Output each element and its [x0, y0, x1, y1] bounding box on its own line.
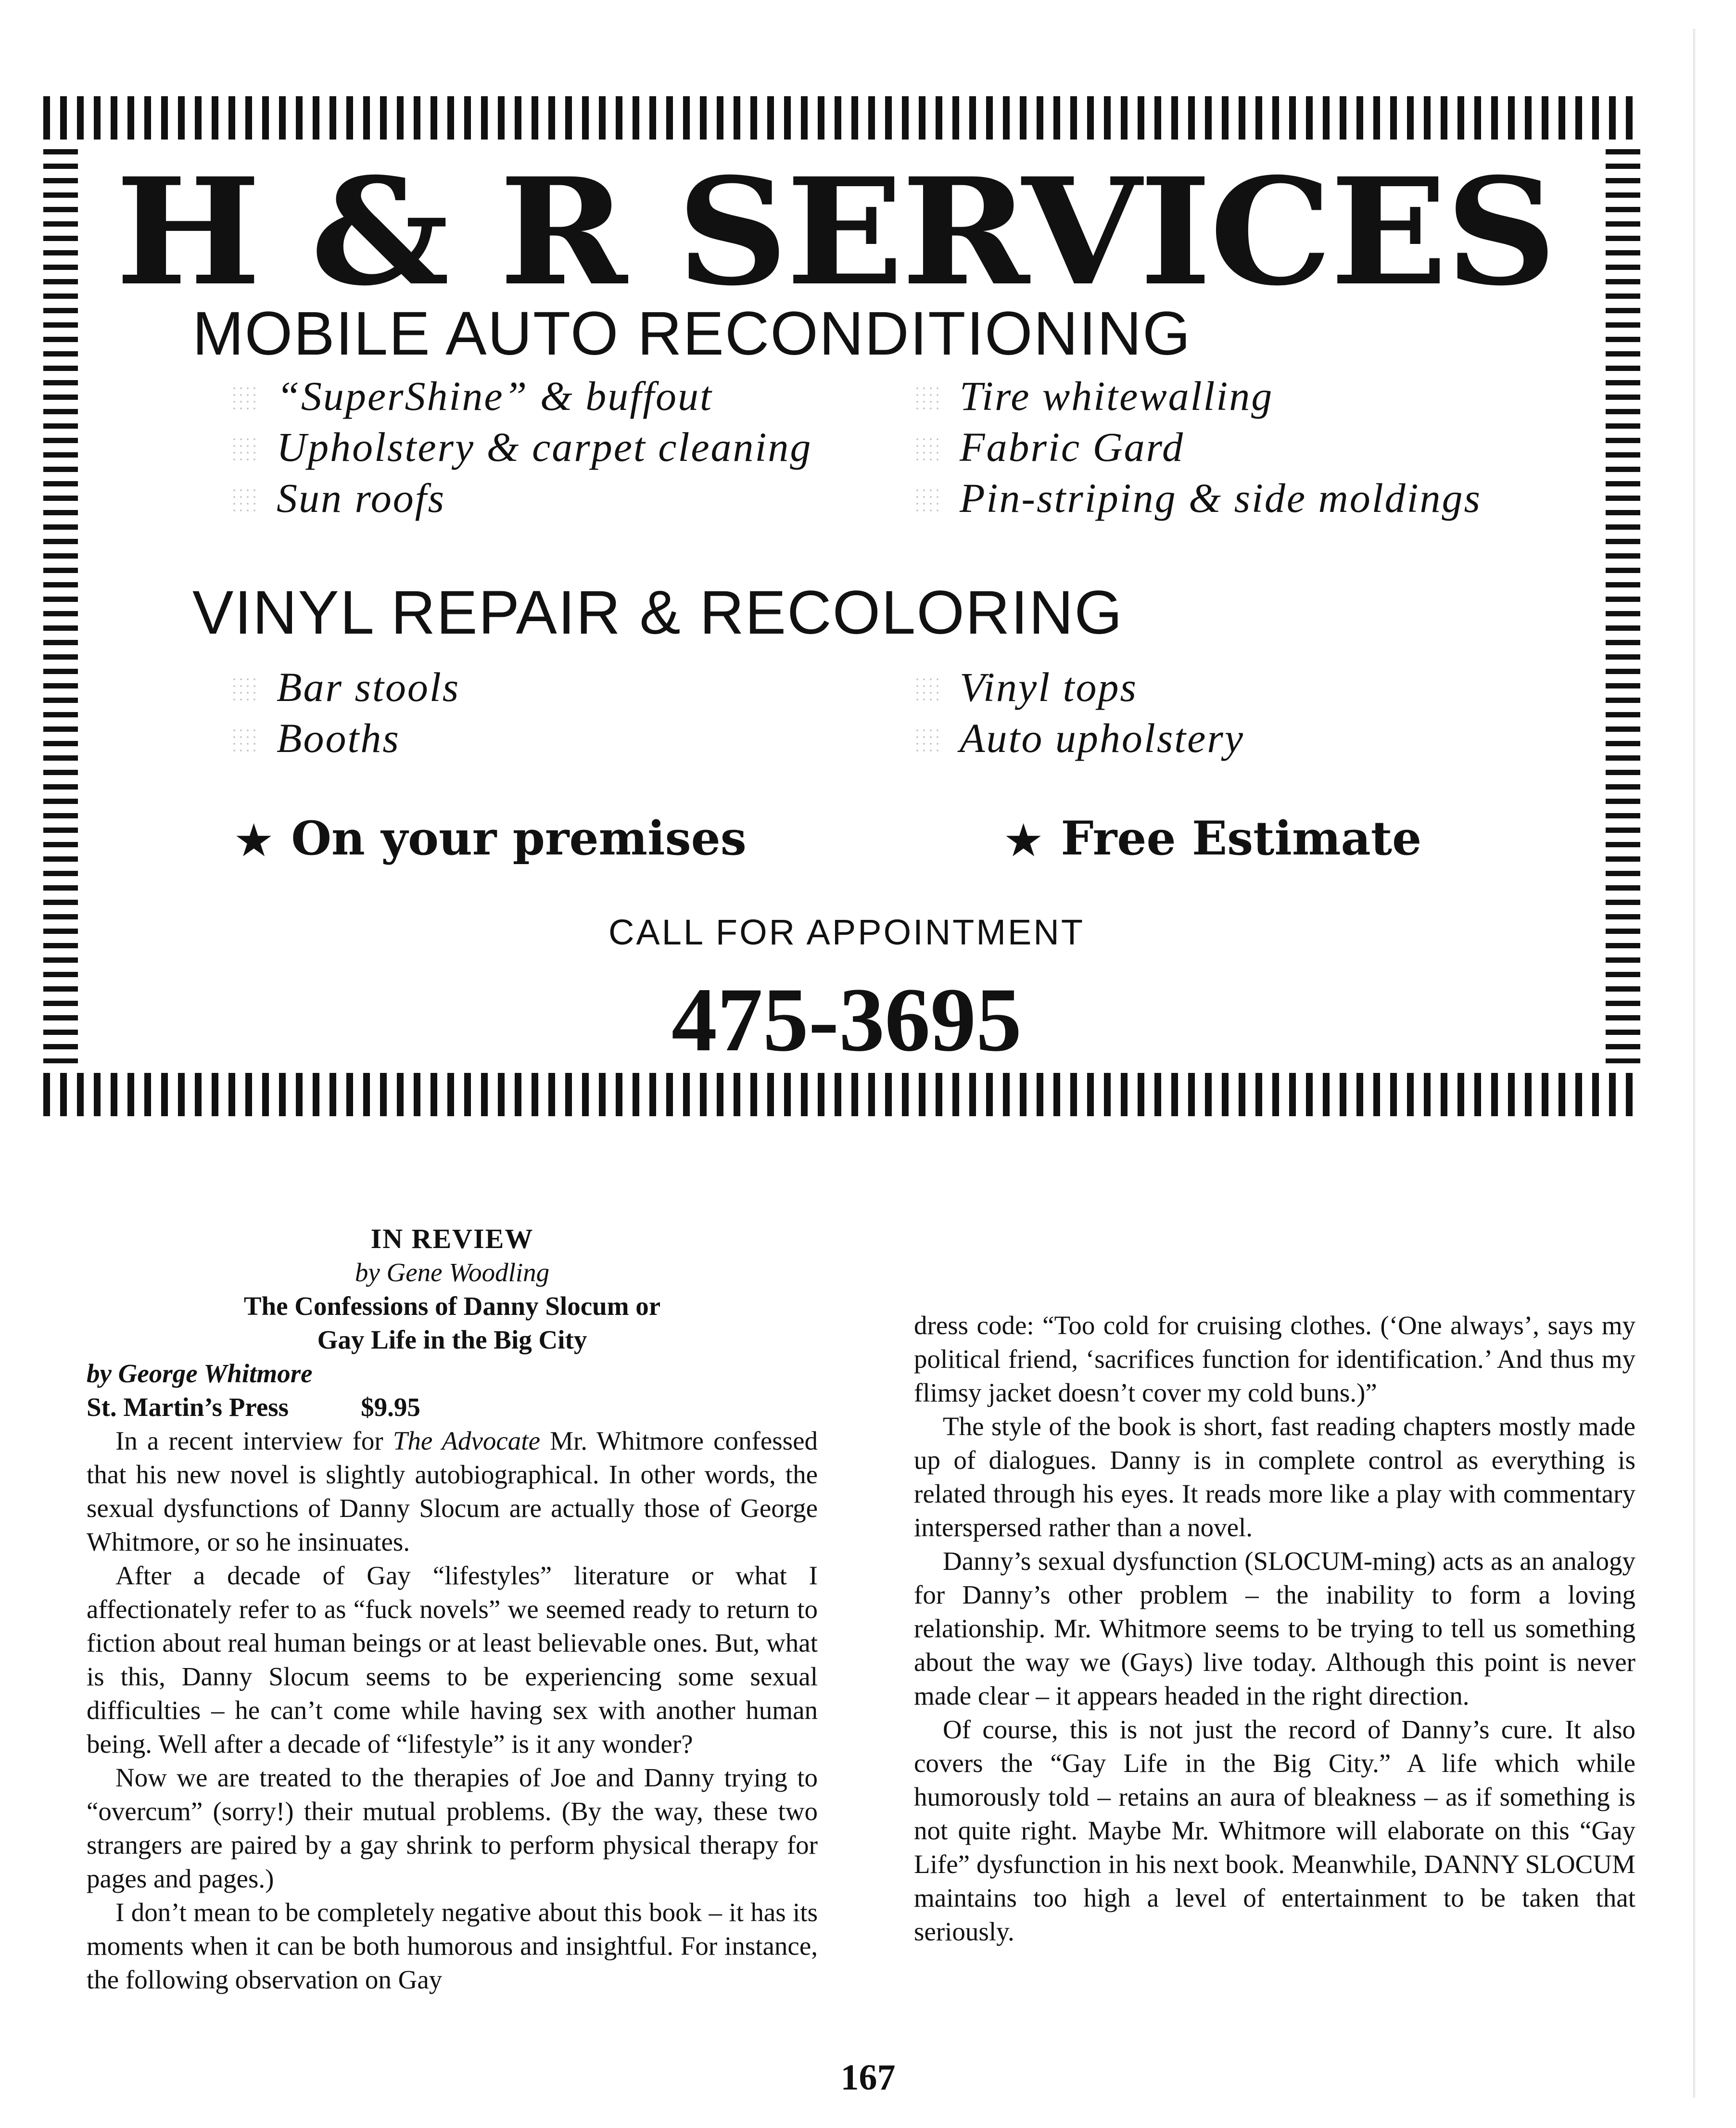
border-bottom [43, 1073, 1640, 1116]
book-title-line2: Gay Life in the Big City [317, 1325, 587, 1354]
service-list-left [221, 370, 812, 523]
bullet-icon [914, 385, 939, 410]
paragraph-4: I don’t mean to be completely negative about this book – it has its moments when it can be both humorous and insightful. For instance, the following observation on Gay [87, 1898, 818, 1994]
section-heading-vinyl: VINYL REPAIR & RECOLORING [192, 578, 1123, 647]
bullet-icon [231, 676, 256, 701]
feature-text: On your premises [291, 811, 747, 866]
call-for-appointment: CALL FOR APPOINTMENT [608, 912, 1085, 952]
page-edge [1693, 29, 1696, 2098]
paragraph-8: Of course, this is not just the record of Danny’s cure. It also covers the “Gay Life in the Big City.” A life which while humorously told – retains an aura of bleakness – as if something is not quite right. Maybe Mr. Whitmore will elaborate on this “Gay Life” dysfunction in his next book. Meanwhile, DANNY SLOCUM maintains too high a level of entertainment to be taken that seriously. [914, 1715, 1635, 1946]
paragraph-2: After a decade of Gay “lifestyles” literature or what I affectionately refer to as “fuck novels” we seemed ready to return to fiction about real human beings or at least believable ones. But, what is this, Danny Slocum seems to be experiencing some sexual difficulties – he can’t come while having sex with another human being. Well after a decade of “lifestyle” is it any wonder? [87, 1561, 818, 1758]
list-item-text: Upholstery & carpet cleaning [277, 424, 812, 470]
paragraph-3: Now we are treated to the therapies of Joe and Danny trying to “overcum” (sorry!) their mutual problems. (By the way, these two strangers are paired by a gay shrink to perform physical therapy for pages and pages.) [87, 1763, 818, 1893]
paragraph-6: The style of the book is short, fast reading chapters mostly made up of dialogues. Danny is in complete control as everything is related through his eyes. It reads more like a play with commentary interspersed rather than a novel. [914, 1412, 1635, 1542]
bullet-icon [231, 385, 256, 410]
advertisement [43, 96, 1640, 1116]
list-item [904, 421, 1482, 472]
paragraph-7: Danny’s sexual dysfunction (SLOCUM-ming) acts as an analogy for Danny’s other problem – the inability to form a loving relationship. Mr. Whitmore seems to be trying to tell us something about the way we (Gays) live today. Although this point is never made clear – it appears headed in the right direction. [914, 1546, 1635, 1710]
star-icon: ★ [1005, 816, 1042, 864]
publication-name: The Advocate [393, 1426, 540, 1455]
bullet-icon [914, 487, 939, 512]
review-column-left [87, 1222, 818, 1997]
review-column-right [914, 1309, 1635, 1949]
paragraph-1 [87, 1424, 818, 1559]
vinyl-list-left [221, 662, 460, 764]
paragraph-text: In a recent interview for [115, 1426, 393, 1455]
publisher: St. Martin’s Press [87, 1392, 289, 1422]
paragraph-5: dress code: “Too cold for cruising clothes. (‘One always’, says my political friend, ‘sacrifices function for identification.’ And thus my flimsy jacket doesn’t cover my cold buns.)” [914, 1311, 1635, 1407]
book-author: by George Whitmore [87, 1359, 313, 1388]
service-list-right [904, 370, 1482, 523]
phone-number: 475-3695 [671, 969, 1022, 1070]
bullet-icon [231, 487, 256, 512]
bullet-icon [914, 727, 939, 752]
list-item [904, 370, 1482, 421]
border-left [43, 149, 78, 1063]
border-top [43, 96, 1640, 140]
book-publisher-line [87, 1390, 818, 1424]
feature-estimate [1005, 811, 1422, 866]
list-item [221, 472, 812, 523]
ad-content [115, 146, 1578, 1070]
vinyl-list-right [904, 662, 1244, 764]
list-item-text: Sun roofs [277, 475, 446, 521]
list-item [221, 713, 460, 764]
list-item [221, 662, 460, 713]
list-item [904, 662, 1244, 713]
bullet-icon [914, 676, 939, 701]
list-item-text: Pin-striping & side moldings [960, 475, 1482, 521]
price: $9.95 [361, 1392, 420, 1422]
list-item-text: Auto upholstery [960, 715, 1244, 761]
review-byline: by Gene Woodling [355, 1258, 550, 1287]
border-right [1606, 149, 1640, 1063]
bullet-icon [231, 436, 256, 461]
review-heading: IN REVIEW [370, 1223, 534, 1254]
feature-text: Free Estimate [1061, 811, 1422, 866]
list-item-text: Bar stools [277, 664, 460, 710]
list-item [904, 472, 1482, 523]
list-item-text: Tire whitewalling [960, 373, 1274, 419]
book-title-line1: The Confessions of Danny Slocum or [243, 1291, 661, 1321]
paragraph-text: Mr. Whitmore confessed that his new novel is slightly autobiographical. In other words, the sexual dysfunctions of Danny Slocum are actually those of George Whitmore, or so he insinuates. [87, 1426, 818, 1556]
list-item-text: “SuperShine” & buffout [277, 373, 713, 419]
list-item [221, 421, 812, 472]
bullet-icon [231, 727, 256, 752]
list-item-text: Fabric Gard [960, 424, 1184, 470]
list-item-text: Booths [277, 715, 400, 761]
feature-premises [236, 811, 747, 866]
list-item-text: Vinyl tops [960, 664, 1138, 710]
bullet-icon [914, 436, 939, 461]
star-icon: ★ [236, 816, 272, 864]
section-heading-mobile: MOBILE AUTO RECONDITIONING [192, 299, 1191, 368]
company-name: H & R SERVICES [115, 146, 1555, 318]
page-number: 167 [840, 2057, 896, 2098]
list-item [221, 370, 812, 421]
list-item [904, 713, 1244, 764]
